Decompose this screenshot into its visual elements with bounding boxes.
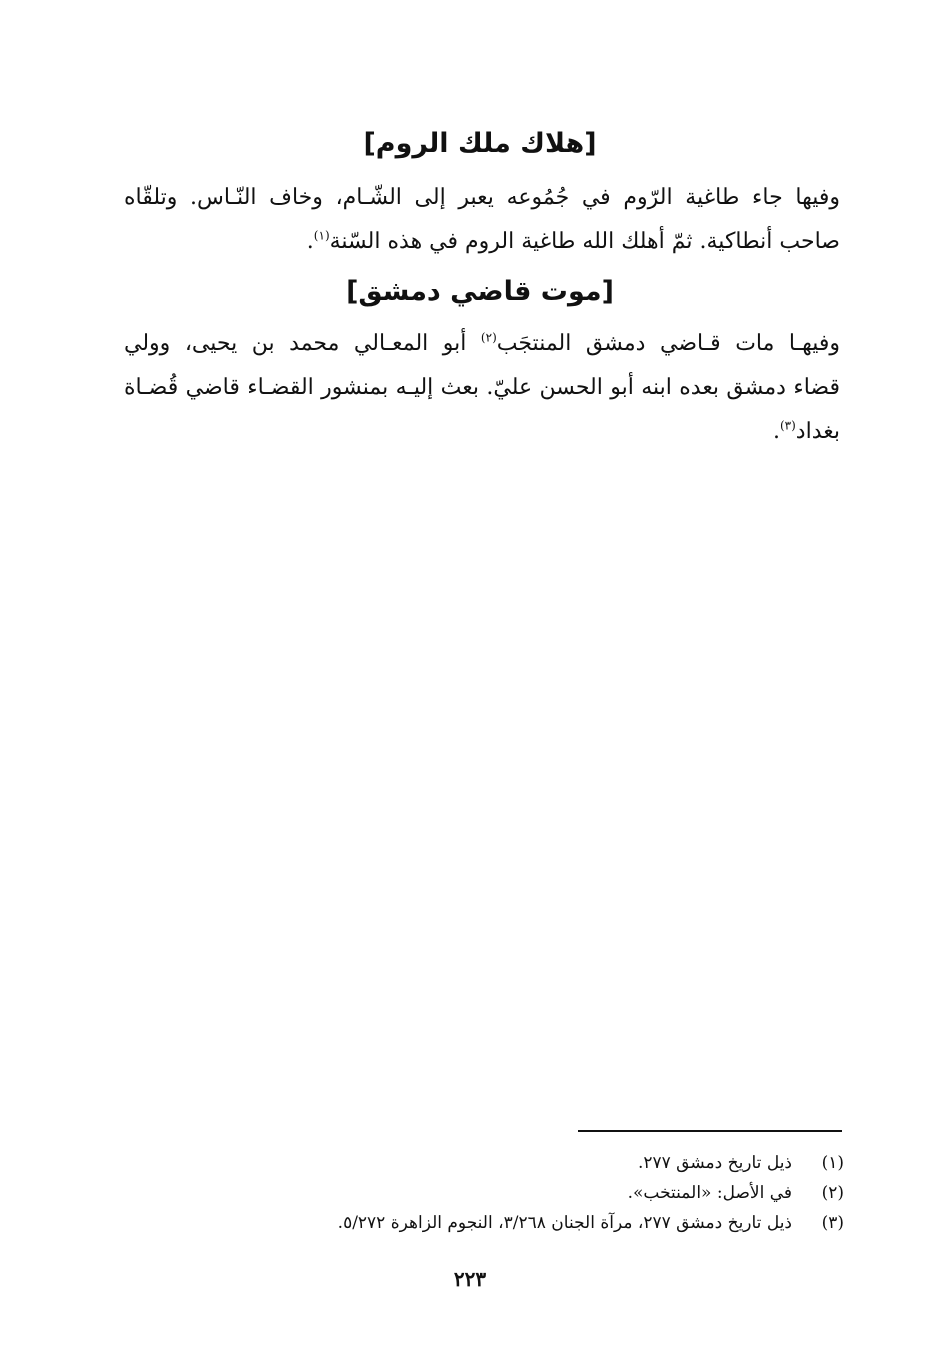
paragraph-end-punctuation: . bbox=[306, 229, 314, 254]
section-heading-death-of-byzantine-king: [هلاك ملك الروم] bbox=[363, 128, 597, 159]
footnotes bbox=[120, 1148, 844, 1238]
paragraph-line bbox=[124, 410, 840, 454]
footnote-marker: (٣) bbox=[779, 418, 796, 433]
footnote-item bbox=[120, 1148, 844, 1178]
paragraph-text: بغداد bbox=[795, 419, 840, 444]
footnote-item bbox=[120, 1178, 844, 1208]
footnote-text: ذيل تاريخ دمشق ٢٧٧، مرآة الجنان ٣/٢٦٨، النجوم الزاهرة ٥/٢٧٢. bbox=[337, 1213, 792, 1233]
section-heading-death-of-damascus-judge: [موت قاضي دمشق] bbox=[346, 276, 614, 307]
paragraph-line: وفيها جاء طاغية الرّوم في جُمُوعه يعبر إلى الشّـام، وخاف النّـاس. وتلقّاه bbox=[124, 185, 840, 210]
paragraph-line bbox=[124, 220, 840, 264]
footnote-separator bbox=[578, 1130, 842, 1132]
paragraph-text: أبو المعـالي محمد بن يحيى، وولي bbox=[124, 331, 481, 356]
footnote-text: في الأصل: «المنتخب». bbox=[627, 1183, 792, 1203]
footnote-number: (٢) bbox=[821, 1183, 844, 1203]
footnote-number: (٣) bbox=[821, 1213, 844, 1233]
paragraph-line bbox=[124, 322, 840, 366]
footnote-marker: (١) bbox=[313, 228, 330, 243]
paragraph-end-punctuation: . bbox=[772, 419, 780, 444]
footnote-marker: (٢) bbox=[480, 330, 497, 345]
page-number: ٢٢٣ bbox=[453, 1267, 487, 1291]
paragraph-byzantine-king bbox=[124, 176, 840, 264]
footnote-text: ذيل تاريخ دمشق ٢٧٧. bbox=[637, 1153, 792, 1173]
footnote-item bbox=[120, 1208, 844, 1238]
paragraph-line: قضاء دمشق بعده ابنه أبو الحسن عليّ. بعث إليـه بمنشور القضـاء قاضي قُضـاة bbox=[124, 375, 840, 400]
paragraph-text: صاحب أنطاكية. ثمّ أهلك الله طاغية الروم في هذه السّنة bbox=[329, 229, 840, 254]
paragraph-text: وفيهـا مات قـاضي دمشق المنتجَب bbox=[496, 331, 840, 356]
paragraph-damascus-judge bbox=[124, 322, 840, 454]
footnote-number: (١) bbox=[821, 1153, 844, 1173]
